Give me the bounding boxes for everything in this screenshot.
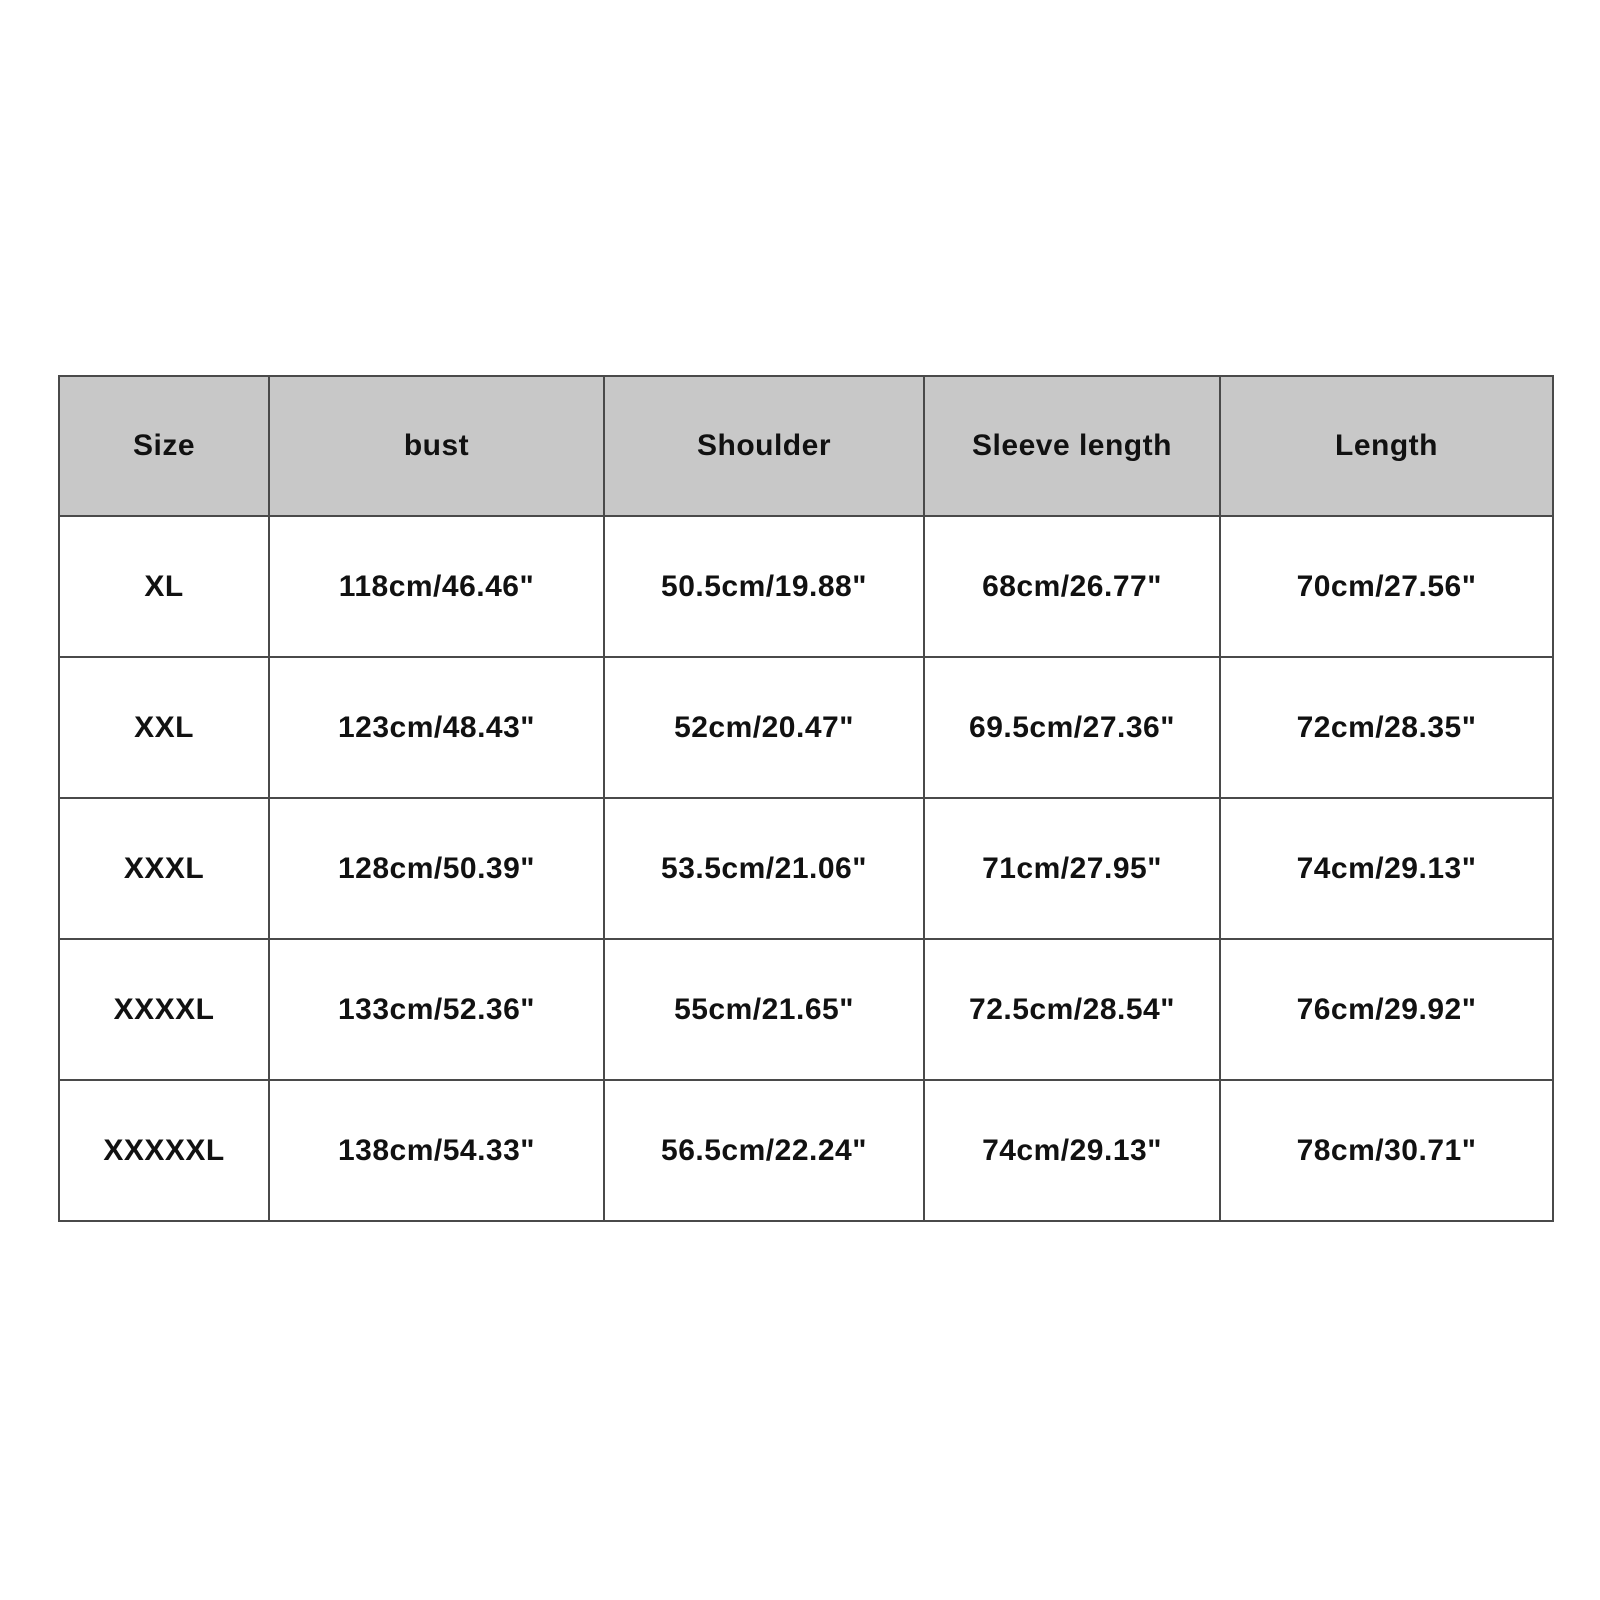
header-size: Size bbox=[59, 376, 269, 516]
header-length: Length bbox=[1220, 376, 1553, 516]
table-row bbox=[59, 1080, 1553, 1221]
cell-bust: 123cm/48.43" bbox=[269, 657, 604, 798]
cell-shoulder: 56.5cm/22.24" bbox=[604, 1080, 924, 1221]
table-row bbox=[59, 516, 1553, 657]
cell-sleeve-length: 68cm/26.77" bbox=[924, 516, 1220, 657]
cell-size: XXL bbox=[59, 657, 269, 798]
cell-shoulder: 53.5cm/21.06" bbox=[604, 798, 924, 939]
size-chart-table bbox=[58, 375, 1554, 1222]
header-bust: bust bbox=[269, 376, 604, 516]
cell-length: 74cm/29.13" bbox=[1220, 798, 1553, 939]
cell-sleeve-length: 74cm/29.13" bbox=[924, 1080, 1220, 1221]
cell-length: 76cm/29.92" bbox=[1220, 939, 1553, 1080]
header-shoulder: Shoulder bbox=[604, 376, 924, 516]
cell-shoulder: 55cm/21.65" bbox=[604, 939, 924, 1080]
cell-shoulder: 50.5cm/19.88" bbox=[604, 516, 924, 657]
cell-length: 70cm/27.56" bbox=[1220, 516, 1553, 657]
cell-size: XXXXXL bbox=[59, 1080, 269, 1221]
table-body bbox=[59, 516, 1553, 1221]
header-sleeve-length: Sleeve length bbox=[924, 376, 1220, 516]
table-header bbox=[59, 376, 1553, 516]
cell-size: XXXXL bbox=[59, 939, 269, 1080]
cell-sleeve-length: 71cm/27.95" bbox=[924, 798, 1220, 939]
cell-length: 72cm/28.35" bbox=[1220, 657, 1553, 798]
cell-shoulder: 52cm/20.47" bbox=[604, 657, 924, 798]
cell-size: XXXL bbox=[59, 798, 269, 939]
cell-size: XL bbox=[59, 516, 269, 657]
cell-sleeve-length: 72.5cm/28.54" bbox=[924, 939, 1220, 1080]
cell-bust: 138cm/54.33" bbox=[269, 1080, 604, 1221]
cell-bust: 128cm/50.39" bbox=[269, 798, 604, 939]
header-row bbox=[59, 376, 1553, 516]
cell-bust: 133cm/52.36" bbox=[269, 939, 604, 1080]
table-row bbox=[59, 798, 1553, 939]
table-row bbox=[59, 939, 1553, 1080]
cell-bust: 118cm/46.46" bbox=[269, 516, 604, 657]
cell-sleeve-length: 69.5cm/27.36" bbox=[924, 657, 1220, 798]
cell-length: 78cm/30.71" bbox=[1220, 1080, 1553, 1221]
table-row bbox=[59, 657, 1553, 798]
